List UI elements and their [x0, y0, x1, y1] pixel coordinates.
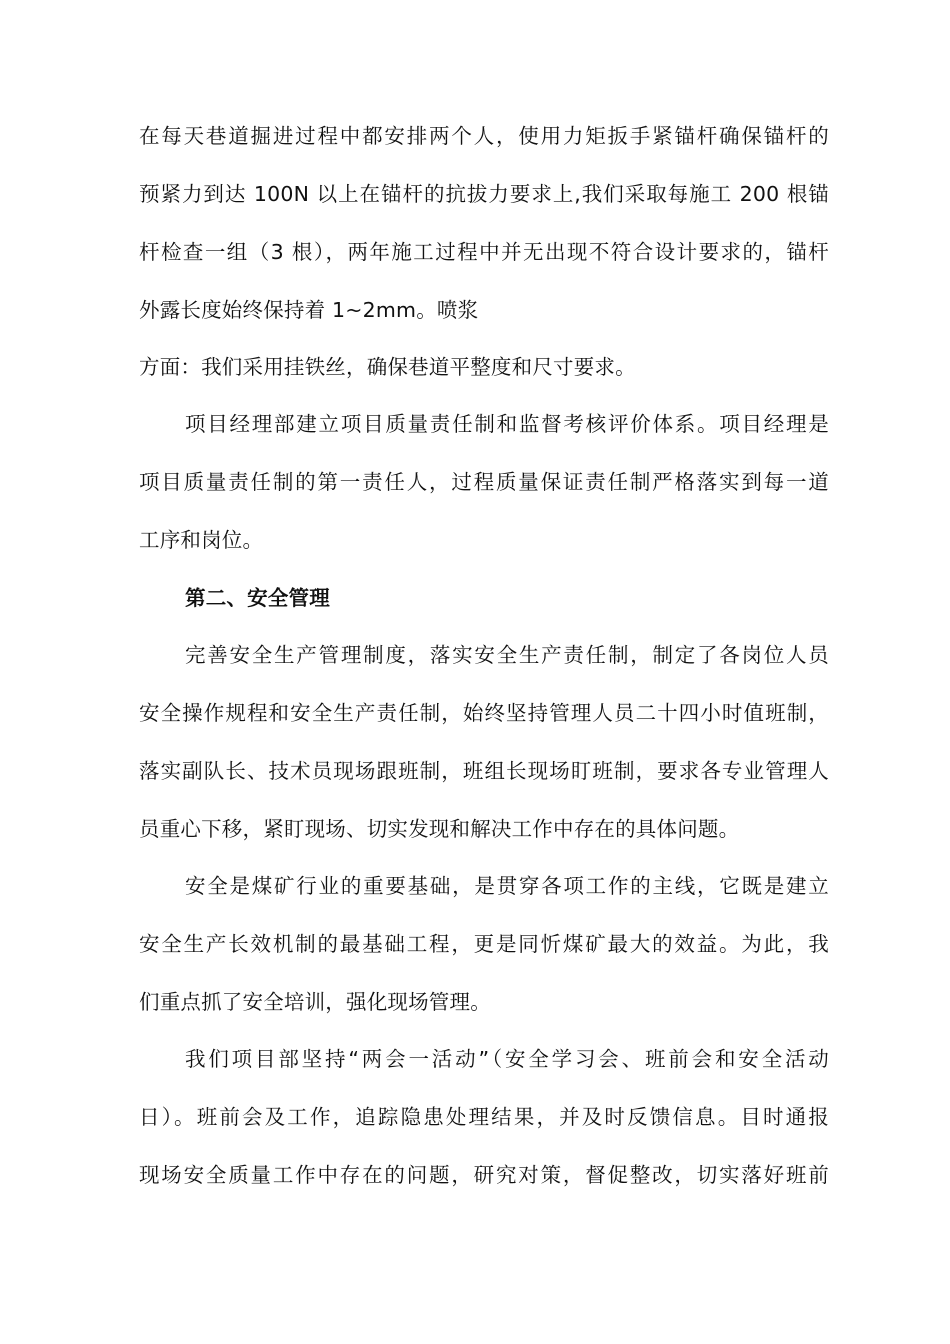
- paragraph-line: 安全生产长效机制的最基础工程，更是同忻煤矿最大的效益。为此，我: [139, 932, 829, 956]
- paragraph-line: 我们项目部坚持“两会一活动”（安全学习会、班前会和安全活动: [185, 1047, 829, 1071]
- paragraph-line: 外露长度始终保持着 1~2mm。喷浆: [139, 298, 479, 322]
- paragraph-line: 在每天巷道掘进过程中都安排两个人，使用力矩扳手紧锚杆确保锚杆的: [139, 124, 829, 148]
- paragraph-line: 杆检查一组（3 根），两年施工过程中并无出现不符合设计要求的，锚杆: [139, 240, 829, 264]
- paragraph-line: 方面：我们采用挂铁丝，确保巷道平整度和尺寸要求。: [139, 355, 636, 379]
- paragraph-line: 安全是煤矿行业的重要基础，是贯穿各项工作的主线，它既是建立: [185, 874, 829, 898]
- paragraph-line: 们重点抓了安全培训，强化现场管理。: [139, 990, 491, 1014]
- paragraph-line: 落实副队长、技术员现场跟班制，班组长现场盯班制，要求各专业管理人: [139, 759, 829, 783]
- paragraph-line: 工序和岗位。: [139, 528, 264, 552]
- paragraph-line: 项目质量责任制的第一责任人，过程质量保证责任制严格落实到每一道: [139, 470, 829, 494]
- paragraph-line: 安全操作规程和安全生产责任制，始终坚持管理人员二十四小时值班制，: [139, 701, 829, 725]
- paragraph-line: 项目经理部建立项目质量责任制和监督考核评价体系。项目经理是: [185, 412, 829, 436]
- paragraph-line: 预紧力到达 100N 以上在锚杆的抗拔力要求上,我们采取每施工 200 根锚: [139, 182, 829, 206]
- paragraph-line: 完善安全生产管理制度，落实安全生产责任制，制定了各岗位人员: [185, 643, 829, 667]
- paragraph-line: 现场安全质量工作中存在的问题，研究对策，督促整改，切实落好班前: [139, 1163, 829, 1187]
- paragraph-line: 日）。班前会及工作，追踪隐患处理结果，并及时反馈信息。目时通报: [139, 1105, 829, 1129]
- section-heading: 第二、安全管理: [185, 586, 330, 610]
- paragraph-line: 员重心下移，紧盯现场、切实发现和解决工作中存在的具体问题。: [139, 817, 740, 841]
